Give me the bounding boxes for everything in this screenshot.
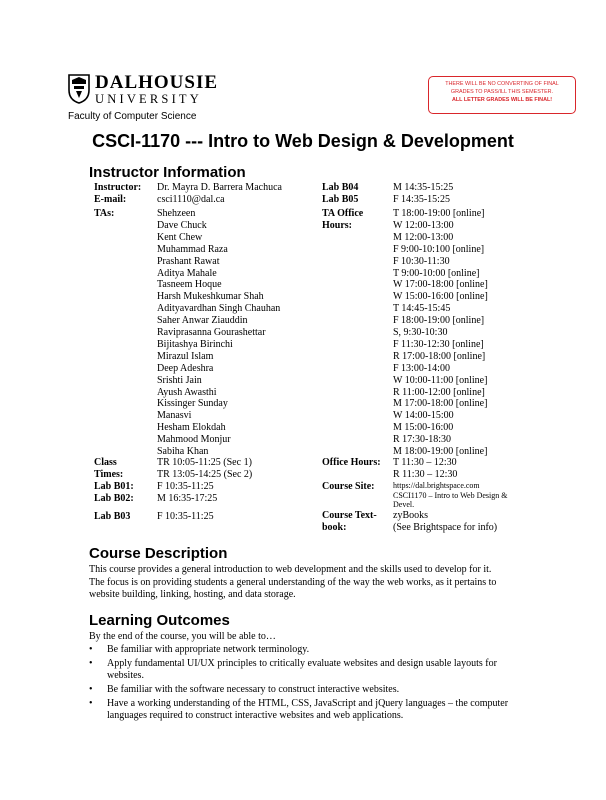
ta-name: Saher Anwar Ziauddin [157, 315, 248, 327]
outcome-text: Be familiar with the software necessary to construct interactive websites. [107, 684, 400, 695]
course-site-name-cont: Devel. [393, 500, 415, 509]
ta-name: Deep Adeshra [157, 362, 214, 374]
outcome-text: Apply fundamental UI/UX principles to critically evaluate websites and design usable layouts for websites. [107, 658, 497, 681]
class-time-sec1: TR 10:05-11:25 (Sec 1) [157, 457, 252, 468]
ta-name: Shehzeen [157, 208, 196, 219]
class-time-sec2: TR 13:05-14:25 (Sec 2) [157, 469, 253, 480]
instructor-label: Instructor: [94, 182, 142, 193]
ta-name: Dave Chuck [157, 219, 207, 231]
bullet-icon: • [89, 658, 93, 669]
ta-name: Manasvi [157, 410, 192, 422]
lab-b02-time: M 16:35-17:25 [157, 493, 218, 504]
grading-notice [428, 76, 576, 114]
lab-b01-time: F 10:35-11:25 [157, 481, 214, 492]
ta-office-hour: M 17:00-18:00 [online] [393, 398, 488, 410]
ta-name: Raviprasanna Gourashettar [157, 327, 266, 338]
lab-b01-label: Lab B01: [94, 481, 134, 492]
email-value[interactable]: csci1110@dal.ca [157, 194, 225, 205]
outcome-text: Have a working understanding of the HTML, CSS, JavaScript and jQuery languages – the computer languages required to construct interactive websites and web applications. [107, 698, 509, 721]
outcomes-list [89, 644, 529, 724]
ta-office-hour: W 15:00-16:00 [online] [393, 291, 488, 303]
textbook-info: (See Brightspace for info) [393, 522, 498, 533]
list-item [89, 684, 529, 696]
ta-name: Ayush Awasthi [157, 386, 217, 398]
ta-office-hour: W 12:00-13:00 [393, 219, 454, 231]
office-hours-label: Office Hours: [322, 457, 381, 468]
course-site-link[interactable]: https://dal.brightspace.com [393, 481, 480, 490]
outcome-text: Be familiar with appropriate network terminology. [107, 644, 310, 655]
ta-office-hour: R 11:00-12:00 [online] [393, 386, 485, 398]
ta-name: Mirazul Islam [157, 350, 214, 362]
bullet-icon: • [89, 644, 93, 655]
ta-name: Kent Chew [157, 231, 203, 243]
email-label: E-mail: [94, 194, 127, 205]
list-item [89, 658, 529, 682]
ta-office-hour: F 18:00-19:00 [online] [393, 315, 485, 327]
textbook-label: Course Text- [322, 510, 377, 521]
ta-name: Kissinger Sunday [157, 398, 228, 410]
ta-name: Tasneem Hoque [157, 279, 222, 291]
ta-office-hour: R 17:00-18:00 [online] [393, 350, 486, 362]
ta-office-hours-label: Hours: [322, 220, 352, 231]
lab-b02-label: Lab B02: [94, 493, 134, 504]
ta-office-hour: M 12:00-13:00 [393, 231, 454, 243]
ta-name: Adityavardhan Singh Chauhan [157, 303, 281, 315]
office-hours-1: T 11:30 – 12:30 [393, 457, 457, 468]
ta-office-hour: F 11:30-12:30 [online] [393, 338, 484, 350]
office-hours-2: R 11:30 – 12:30 [393, 469, 458, 480]
ta-office-hour: W 17:00-18:00 [online] [393, 279, 488, 291]
university-logo [68, 72, 219, 123]
notice-line-2: GRADES TO PASS/ILL THIS SEMESTER. [450, 89, 554, 95]
lab-b04-time: M 14:35-15:25 [393, 182, 454, 193]
textbook-label-cont: book: [322, 522, 347, 533]
ta-office-hour: T 9:00-10:00 [online] [393, 267, 480, 279]
lab-b03-time: F 10:35-11:25 [157, 511, 214, 522]
lab-b05-time: F 14:35-15:25 [393, 194, 450, 205]
class-label: Class [94, 457, 117, 468]
ta-name: Prashant Rawat [157, 255, 220, 267]
instructor-name: Dr. Mayra D. Barrera Machuca [157, 182, 282, 193]
ta-office-hour: R 17:30-18:30 [393, 434, 452, 446]
university-name-line2: UNIVERSITY [95, 92, 202, 106]
bullet-icon: • [89, 684, 93, 695]
description-line: The focus is on providing students a general understanding of the way the web works, as it pertains to [89, 576, 497, 588]
description-line: website building, linking, hosting, and data storage. [89, 589, 296, 600]
textbook-name: zyBooks [393, 510, 428, 521]
ta-office-hour: F 9:00-10:100 [online] [393, 243, 485, 255]
course-site-label: Course Site: [322, 481, 375, 492]
ta-name: Bijitashya Birinchi [157, 338, 233, 350]
lab-b05-label: Lab B05 [322, 194, 359, 205]
ta-name: Aditya Mahale [157, 267, 217, 279]
bullet-icon: • [89, 698, 93, 709]
ta-name: Srishti Jain [157, 374, 202, 386]
description-text [89, 564, 529, 602]
lab-b04-label: Lab B04 [322, 182, 359, 193]
outcomes-intro: By the end of the course, you will be able to… [89, 631, 276, 642]
ta-name: Hesham Elokdah [157, 422, 226, 434]
notice-line-3: ALL LETTER GRADES WILL BE FINAL! [451, 97, 553, 103]
tas-label: TAs: [94, 208, 115, 219]
crest-icon [68, 74, 90, 104]
ta-office-hour: T 18:00-19:00 [online] [393, 208, 485, 219]
ta-office-hour: M 18:00-19:00 [online] [393, 446, 488, 457]
description-heading: Course Description [89, 545, 228, 562]
ta-name: Mahmood Monjur [157, 434, 231, 446]
ta-name: Sabiha Khan [157, 446, 209, 457]
ta-office-hour: M 15:00-16:00 [393, 422, 454, 434]
university-name: DALHOUSIE [95, 72, 219, 93]
ta-name: Harsh Mukeshkumar Shah [157, 291, 264, 303]
ta-name: Muhammad Raza [157, 243, 228, 255]
ta-office-hour: F 10:30-11:30 [393, 255, 450, 267]
ta-office-hour: W 14:00-15:00 [393, 410, 454, 422]
course-title: CSCI-1170 --- Intro to Web Design & Development [92, 131, 514, 151]
list-item [89, 644, 529, 656]
ta-office-hour: T 14:45-15:45 [393, 303, 451, 315]
list-item [89, 698, 529, 722]
faculty-name: Faculty of Computer Science [68, 111, 197, 122]
ta-office-label: TA Office [322, 208, 364, 219]
ta-office-hour: W 10:00-11:00 [online] [393, 374, 488, 386]
course-site-name: CSCI1170 – Intro to Web Design & [393, 490, 508, 500]
ta-office-hour: S, 9:30-10:30 [393, 327, 448, 338]
outcomes-heading: Learning Outcomes [89, 612, 230, 629]
description-line: This course provides a general introduction to web development and the skills used to develop for it. [89, 564, 492, 575]
notice-line-1: THERE WILL BE NO CONVERTING OF FINAL [445, 81, 559, 87]
class-times-label: Times: [94, 469, 124, 480]
ta-office-hour: F 13:00-14:00 [393, 362, 450, 374]
lab-b03-label: Lab B03 [94, 511, 131, 522]
instructor-heading: Instructor Information [89, 164, 246, 181]
